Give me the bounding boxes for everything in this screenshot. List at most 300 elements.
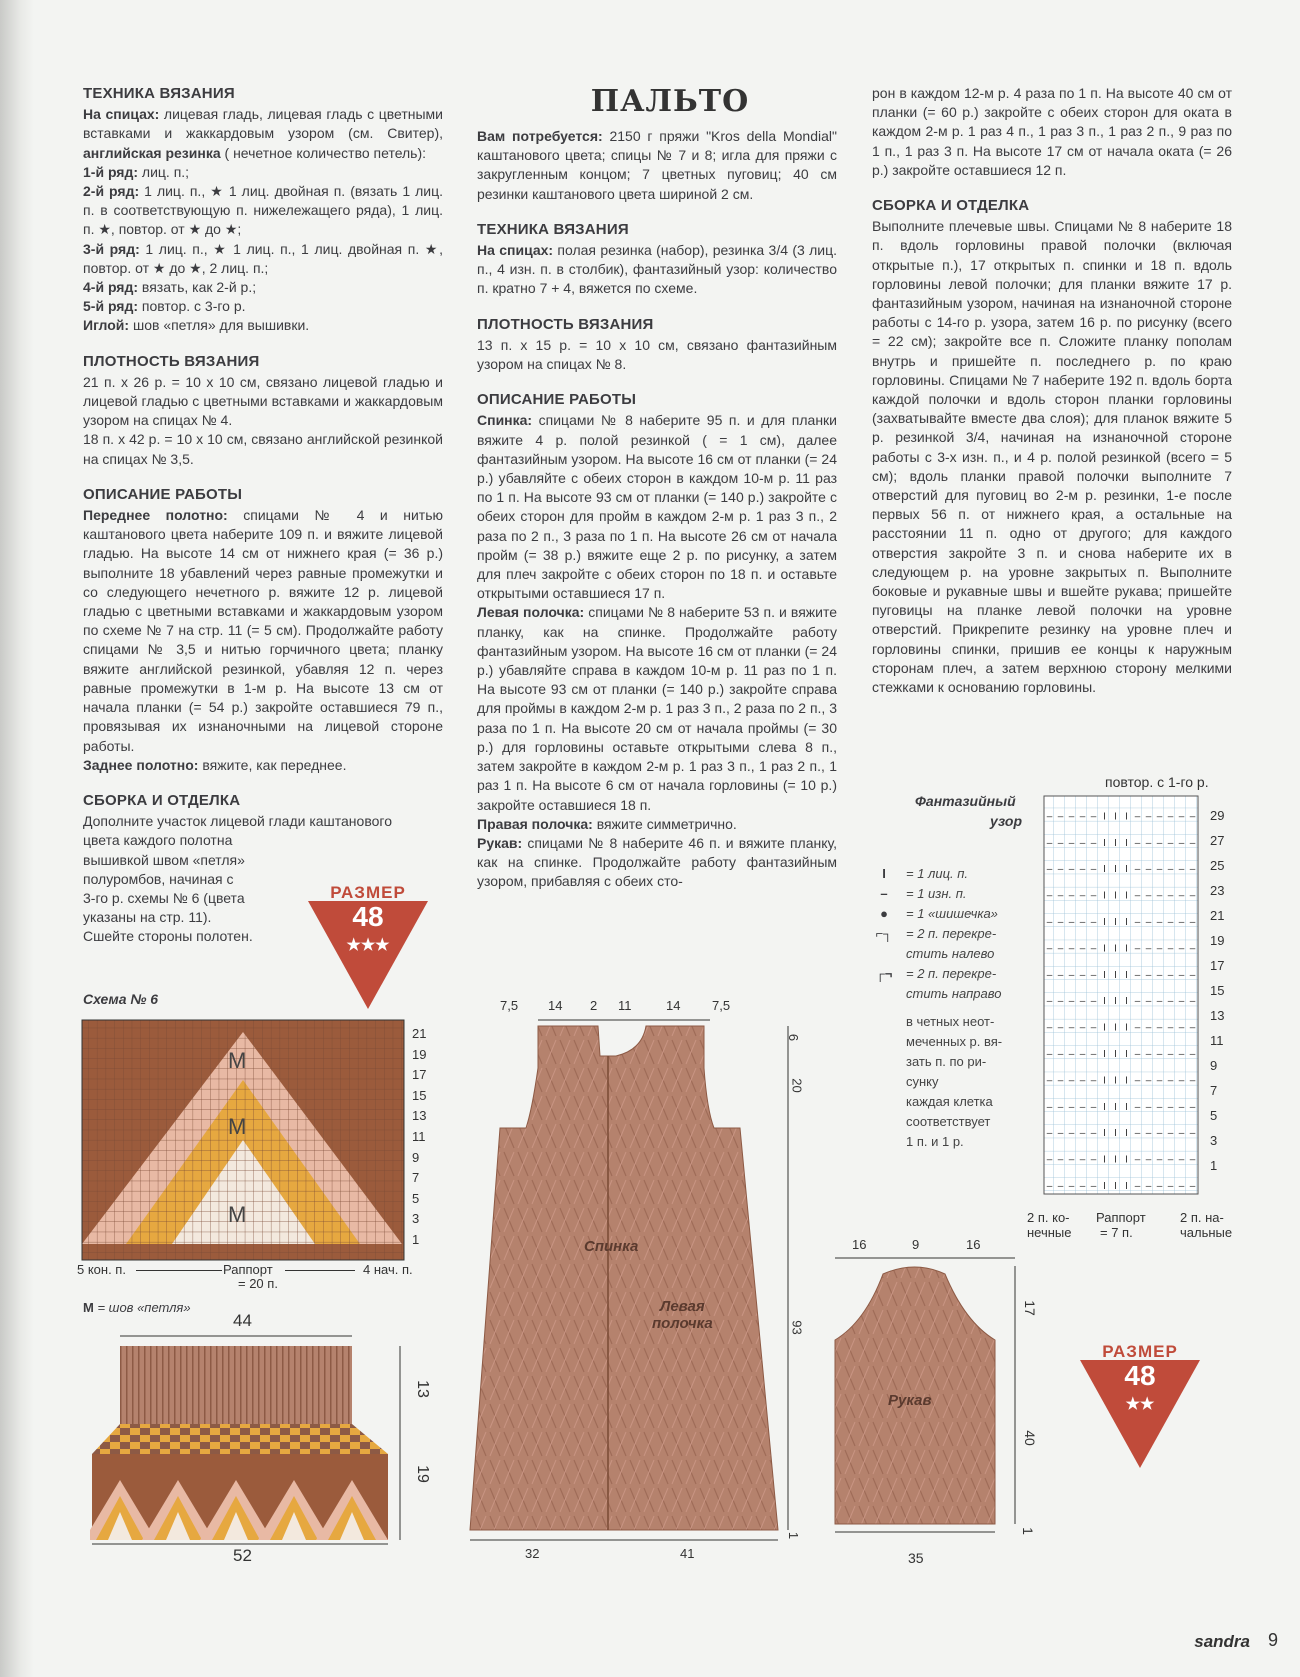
schema-rapport-count: = 20 п. xyxy=(238,1276,278,1291)
coat-right-dimension: 20 xyxy=(789,1078,805,1093)
stitch-symbol: – xyxy=(1046,1022,1053,1034)
stitch-symbol: – xyxy=(1090,1181,1097,1192)
stitch-symbol: – xyxy=(1178,864,1185,876)
stitch-symbol: I xyxy=(1125,1181,1128,1192)
page-spine-shadow xyxy=(0,0,34,1677)
stitch-symbol: – xyxy=(1134,864,1141,876)
stitch-symbol: – xyxy=(1189,864,1196,876)
stitch-symbol: – xyxy=(1079,1181,1086,1192)
schema-start-label: 4 нач. п. xyxy=(363,1262,413,1277)
pillow-bottom-width: 52 xyxy=(233,1546,252,1565)
stitch-symbol: I xyxy=(1103,1154,1106,1166)
legend-note: зать п. по ри- xyxy=(906,1054,987,1069)
stitch-symbol: – xyxy=(1068,996,1075,1008)
legend-note: 1 п. и 1 р. xyxy=(906,1134,964,1149)
stitch-symbol: – xyxy=(1090,1128,1097,1140)
coat-top-dimension: 2 xyxy=(590,998,598,1013)
left-desc-heading: ОПИСАНИЕ РАБОТЫ xyxy=(83,485,243,503)
right-column xyxy=(872,84,1232,697)
stitch-symbol: I xyxy=(1103,969,1106,981)
fancy-row-number: 19 xyxy=(1210,933,1225,948)
stitch-symbol: I xyxy=(1125,1022,1128,1034)
stitch-symbol: I xyxy=(1125,1128,1128,1140)
coat-right-dimension: 93 xyxy=(789,1320,805,1335)
stitch-symbol: – xyxy=(1090,1075,1097,1087)
stitch-symbol: – xyxy=(1145,1022,1152,1034)
stitch-symbol: – xyxy=(1046,1075,1053,1087)
stitch-symbol: – xyxy=(1156,1128,1163,1140)
coat-bottom-right: 41 xyxy=(680,1546,695,1561)
stitch-symbol: I xyxy=(1114,837,1117,849)
stitch-symbol: – xyxy=(1167,1101,1174,1113)
fancy-legend xyxy=(870,866,1040,1166)
fancy-start-label: 2 п. на- чальные xyxy=(1180,1210,1233,1240)
stitch-symbol: – xyxy=(1090,1022,1097,1034)
stitch-symbol: – xyxy=(1145,1181,1152,1192)
stitch-symbol: – xyxy=(1156,943,1163,955)
stitch-symbol: I xyxy=(1103,837,1106,849)
stitch-symbol: – xyxy=(1134,811,1141,823)
stitch-symbol: – xyxy=(1156,1075,1163,1087)
stitch-symbol: – xyxy=(1068,1075,1075,1087)
row-1: 1-й ряд: лиц. п.; xyxy=(83,163,190,180)
schema-row-number: 3 xyxy=(412,1211,420,1227)
legend-text: = 1 изн. п. xyxy=(906,886,967,901)
stitch-symbol: – xyxy=(1079,1101,1086,1113)
stitch-symbol: – xyxy=(1134,1049,1141,1060)
fancy-row-number: 9 xyxy=(1210,1058,1218,1073)
stitch-symbol: – xyxy=(1079,917,1086,928)
left-tech-heading: ТЕХНИКА ВЯЗАНИЯ xyxy=(83,85,235,102)
stitch-symbol: – xyxy=(1178,943,1185,955)
stitch-symbol: I xyxy=(1125,1101,1128,1113)
badge-size: 48 xyxy=(352,901,384,932)
stitch-symbol: I xyxy=(1114,811,1117,823)
stitch-symbol: – xyxy=(1046,943,1053,955)
stitch-symbol: – xyxy=(1178,1101,1185,1113)
stitch-symbol: I xyxy=(1125,890,1128,902)
stitch-symbol: – xyxy=(1046,811,1053,823)
pillow-top-width: 44 xyxy=(233,1311,252,1330)
stitch-symbol: – xyxy=(1046,1181,1053,1192)
stitch-symbol: I xyxy=(1114,1049,1117,1060)
left-density-1: 21 п. х 26 р. = 10 х 10 см, связано лицевой гладью и лицевой гладью с цветными вставками и жаккардовым узором на спицах № 4. xyxy=(83,373,443,429)
stitch-symbol: – xyxy=(1068,811,1075,823)
row-5: 5-й ряд: повтор. с 3-го р. xyxy=(83,298,246,315)
stitch-symbol: – xyxy=(1189,1075,1196,1087)
stitch-symbol: – xyxy=(1079,811,1086,823)
fancy-row-number: 21 xyxy=(1210,908,1225,923)
stitch-symbol: – xyxy=(1189,811,1196,823)
schema-row-number: 9 xyxy=(412,1149,420,1165)
stitch-symbol: I xyxy=(1125,1049,1128,1060)
stitch-symbol: – xyxy=(1057,1049,1064,1060)
stitch-symbol: – xyxy=(1167,1049,1174,1060)
stitch-symbol: I xyxy=(1114,864,1117,876)
stitch-symbol: I xyxy=(1114,1128,1117,1140)
sleeve-continued: рон в каждом 12-м р. 4 раза по 1 п. На высоте 40 см от планки (= 60 р.) закройте с обеих сторон для оката в каждом 2-м р. 1 раз 4 п., 1 раз 3 п., 1 раз 2 п., 9 раз по 1 п., 1 раз 3 п. На высоте 17 см от начала оката (= 26 р.) закройте оставшиеся 12 п. xyxy=(872,85,1232,178)
m-legend: М = шов «петля» xyxy=(83,1300,191,1315)
page-title: ПАЛЬТО xyxy=(590,84,750,119)
sleeve-bottom-width: 35 xyxy=(908,1550,924,1566)
row-needle: Иглой: шов «петля» для вышивки. xyxy=(83,317,310,334)
stitch-symbol: – xyxy=(1134,996,1141,1008)
stitch-symbol: – xyxy=(1057,811,1064,823)
schema-row-number: 11 xyxy=(412,1129,426,1144)
stitch-symbol: – xyxy=(1046,890,1053,902)
stitch-symbol: – xyxy=(1057,1128,1064,1140)
stitch-symbol: – xyxy=(1079,943,1086,955)
right-assembly-text: Выполните плечевые швы. Спицами № 8 наберите 18 п. вдоль горловины правой полочки (включая открытые п.), 17 открытых п. спинки и 18 п. вдоль горловины левой полочки; для планки вяжите 17 р. фантазийным узором, начиная на изнаночной стороне работы с 14-го р. узора, затем 16 р. по рисунку (всего = 22 см); закройте все п. Сложите планку пополам внутрь и пришейте п. последнего р. по краю горловины. Спицами № 7 наберите 192 п. вдоль борта каждой полочки и вдоль сторон планки горловины (захватывайте вместе два слоя); для планок вяжите 5 р. резинкой 3/4, начиная на изнаночной стороне работы с 3-х изн. п., и 4 р. полой резинкой (всего = 5 см); вдоль планки правой полочки выполните 7 отверстий для пуговиц во 2-м р. резинки, 1-е после первых 56 п. от нижнего края, а остальные на расстоянии 11 п. одно от другого; для каждого отверстия закройте 3 п. и снова наберите их в следующем р. на уровне закрытых п. Выполните боковые и рукавные швы и вшейте рукава; пришейте пуговицы на планке левой полочки на уровне отверстий. Прикрепите резинку на уровне плеч и горловины спинки, пришив ее концы к наружным сторонам плеч, а затем верхнюю сторону мелкими стежками к основанию горловины. xyxy=(872,218,1232,696)
stitch-symbol: – xyxy=(1090,1101,1097,1113)
stitch-symbol: – xyxy=(1090,890,1097,902)
stitch-symbol: – xyxy=(1134,1022,1141,1034)
front-panel-text: Переднее полотно: спицами № 4 и нитью каштанового цвета наберите 109 п. и вяжите лицевой гладью. На высоте 14 см от нижнего края (= 36 р.) выполните 18 убавлений через равные промежутки и со следующего нечетного р. вяжите 12 р. лицевой гладью с цветными вставками и жаккардовым узором по схеме № 7 на стр. 11 (= 5 см). Продолжайте работу спицами № 3,5 и нитью горчичного цвета; планку вяжите английской резинкой, убавляя 12 п. через равные промежутки в 1-м р. На высоте 13 см от начала планки (= 54 р.) закройте оставшиеся 79 п., провязывая их изнаночными на лицевой стороне работы. xyxy=(83,507,444,754)
stitch-symbol: I xyxy=(1114,1181,1117,1192)
sleeve-height-1: 17 xyxy=(1021,1300,1038,1316)
stitch-symbol: – xyxy=(1068,1022,1075,1034)
stitch-symbol: – xyxy=(1046,996,1053,1008)
stitch-symbol: I xyxy=(1125,811,1128,823)
stitch-symbol: – xyxy=(1134,1181,1141,1192)
stitch-symbol: – xyxy=(1189,837,1196,849)
stitch-symbol: – xyxy=(1057,1154,1064,1166)
fancy-row-number: 15 xyxy=(1210,983,1225,998)
legend-text: стить налево xyxy=(906,946,995,961)
stitch-symbol: – xyxy=(1145,890,1152,902)
stitch-symbol: – xyxy=(1046,837,1053,849)
stitch-symbol: – xyxy=(1134,890,1141,902)
schema-end-label: 5 кон. п. xyxy=(77,1262,126,1277)
stitch-symbol: – xyxy=(1156,917,1163,928)
fancy-repeat-label: повтор. с 1-го р. xyxy=(1105,774,1209,790)
schema-row-number: 7 xyxy=(412,1170,420,1186)
stitch-symbol: – xyxy=(1145,969,1152,981)
size-badge-3-stars xyxy=(308,883,428,1009)
stitch-symbol: – xyxy=(1090,969,1097,981)
stitch-symbol: – xyxy=(1090,1154,1097,1166)
schema-row-number: 15 xyxy=(412,1087,427,1103)
schema-rapport-line-right xyxy=(285,1270,355,1271)
row-2: 2-й ряд: 1 лиц. п., ★ 1 лиц. двойная п. (вязать 1 лиц. п. в соответствующую п. нижележащего ряда), 1 лиц. п. ★, повтор. от ★ до ★; xyxy=(83,183,444,238)
stitch-symbol: I xyxy=(1114,969,1117,981)
stitch-symbol: – xyxy=(1145,1128,1152,1140)
row-4: 4-й ряд: вязать, как 2-й р.; xyxy=(83,279,257,296)
brand-logo: sandra xyxy=(1194,1632,1250,1651)
sleeve-height-2: 40 xyxy=(1021,1430,1038,1446)
stitch-symbol: – xyxy=(1046,1101,1053,1113)
stitch-symbol: – xyxy=(1189,1022,1196,1034)
stitch-symbol: – xyxy=(1156,1101,1163,1113)
stitch-symbol: – xyxy=(1156,864,1163,876)
stitch-symbol: – xyxy=(1178,917,1185,928)
stitch-symbol: I xyxy=(1103,917,1106,928)
legend-note: в четных неот- xyxy=(906,1014,995,1029)
sleeve-top-dimension: 16 xyxy=(852,1237,867,1252)
pillow-height-1: 13 xyxy=(413,1380,431,1398)
stitch-symbol: – xyxy=(1090,864,1097,876)
coat-bottom-left: 32 xyxy=(525,1546,540,1561)
sleeve-top-dimension: 9 xyxy=(912,1237,920,1252)
stitch-symbol: – xyxy=(1079,1154,1086,1166)
stitch-symbol: – xyxy=(1178,1022,1185,1034)
middle-column xyxy=(477,127,837,892)
stitch-symbol: – xyxy=(1046,917,1053,928)
fancy-pattern-chart xyxy=(1043,795,1209,1197)
stitch-symbol: – xyxy=(1090,811,1097,823)
stitch-symbol: – xyxy=(1057,1101,1064,1113)
stitch-symbol: – xyxy=(1079,837,1086,849)
stitch-symbol: – xyxy=(1189,1154,1196,1166)
stitch-symbol: – xyxy=(1189,943,1196,955)
stitch-symbol: I xyxy=(1114,996,1117,1008)
stitch-symbol: – xyxy=(1156,1181,1163,1192)
stitch-symbol: – xyxy=(1145,837,1152,849)
stitch-symbol: I xyxy=(1114,1101,1117,1113)
stitch-symbol: I xyxy=(1125,1154,1128,1166)
stitch-symbol: I xyxy=(1114,917,1117,928)
sleeve-height-3: 1 xyxy=(1019,1527,1036,1535)
stitch-symbol: – xyxy=(1145,811,1152,823)
schema-row-number: 19 xyxy=(412,1046,427,1062)
stitch-symbol: – xyxy=(1156,969,1163,981)
stitch-symbol: – xyxy=(1178,996,1185,1008)
legend-text: = 2 п. перекре- xyxy=(906,966,997,981)
coat-top-dimension: 7,5 xyxy=(500,998,519,1013)
stitch-symbol: – xyxy=(1189,1181,1196,1192)
stitch-symbol: – xyxy=(1156,996,1163,1008)
stitch-symbol: I xyxy=(1114,1154,1117,1166)
stitch-symbol: – xyxy=(1167,917,1174,928)
schema-row-number: 21 xyxy=(412,1026,427,1041)
fancy-row-number: 3 xyxy=(1210,1133,1218,1148)
legend-note: сунку xyxy=(906,1074,939,1089)
schema-m-2: М xyxy=(228,1114,247,1139)
stitch-symbol: – xyxy=(1090,1049,1097,1060)
stitch-symbol: – xyxy=(1057,890,1064,902)
fancy-row-number: 27 xyxy=(1210,833,1225,848)
stitch-symbol: I xyxy=(1125,996,1128,1008)
stitch-symbol: – xyxy=(1145,1075,1152,1087)
stitch-symbol: – xyxy=(1068,917,1075,928)
stitch-symbol: – xyxy=(1167,1022,1174,1034)
coat-top-dimension: 14 xyxy=(666,998,681,1013)
mid-tech-text: На спицах: полая резинка (набор), резинка 3/4 (3 лиц. п., 4 изн. п. в столбик), фантазийный узор: количество п. кратно 7 + 4, вяжется по схеме. xyxy=(477,242,837,297)
fancy-row-number: 29 xyxy=(1210,808,1225,823)
stitch-symbol: I xyxy=(1114,1075,1117,1087)
stitch-symbol: I xyxy=(1103,943,1106,955)
stitch-symbol: I xyxy=(1103,1101,1106,1113)
schema-m-3: М xyxy=(228,1202,247,1227)
stitch-symbol: I xyxy=(1114,1022,1117,1034)
left-assembly-text: Дополните участок лицевой глади каштанового цвета каждого полотна вышивкой швом «петля» полуромбов, начиная с 3-го р. схемы № 6 (цвета указаны на стр. 11). Сшейте стороны полотен. xyxy=(83,813,392,945)
stitch-symbol: – xyxy=(1167,996,1174,1008)
left-front-text: Левая полочка: спицами № 8 наберите 53 п. и вяжите планку, как на спинке. Продолжайте работу фантазийным узором. На высоте 16 см от планки (= 24 р.) убавляйте справа в каждом 10-м р. 11 раз по 1 п. На высоте 93 см от планки (= 140 р.) закройте справа для проймы в каждом 2-м р. 1 раз 3 п., 2 раза по 2 п., 3 раза по 1 п. На высоте 20 см от начала проймы (= 30 р.) для горловины оставьте открытыми слева 8 п., затем закройте в каждом 2-м р. 1 раз 3 п., 1 раз 2 п., 1 раз 1 п. На высоте 6 см от начала горловины (= 10 р.) закройте оставшиеся 18 п. xyxy=(477,604,838,813)
stitch-symbol: – xyxy=(1090,837,1097,849)
stitch-symbol: – xyxy=(1068,1154,1075,1166)
stitch-symbol: – xyxy=(1167,1075,1174,1087)
stitch-symbol: – xyxy=(1178,1075,1185,1087)
stitch-symbol: I xyxy=(1125,969,1128,981)
fancy-row-number: 17 xyxy=(1210,958,1225,973)
stitch-symbol: – xyxy=(1134,917,1141,928)
stitch-symbol: – xyxy=(1079,969,1086,981)
stitch-symbol: – xyxy=(1090,943,1097,955)
stitch-symbol: – xyxy=(1134,943,1141,955)
back-panel-text: Заднее полотно: вяжите, как переднее. xyxy=(83,756,347,773)
left-density-heading: ПЛОТНОСТЬ ВЯЗАНИЯ xyxy=(83,352,260,370)
page-number: 9 xyxy=(1267,1630,1278,1650)
stitch-symbol: – xyxy=(1189,1128,1196,1140)
stitch-symbol: – xyxy=(1134,1154,1141,1166)
fancy-row-number: 5 xyxy=(1210,1108,1218,1123)
stitch-symbol: – xyxy=(1090,996,1097,1008)
coat-front-label: Левая полочка xyxy=(652,1298,713,1332)
schema-row-number: 1 xyxy=(412,1232,420,1247)
fancy-title-2: узор xyxy=(990,813,1023,829)
stitch-symbol: – xyxy=(1079,996,1086,1008)
legend-symbol: ⌐┐ xyxy=(875,926,893,941)
stitch-symbol: – xyxy=(1145,996,1152,1008)
stitch-symbol: – xyxy=(1079,890,1086,902)
stitch-symbol: – xyxy=(1167,837,1174,849)
row-3: 3-й ряд: 1 лиц. п., ★ 1 лиц. п., 1 лиц. двойная п. ★, повтор. от ★ до ★, 2 лиц. п.; xyxy=(83,240,443,276)
left-tech-paragraph: На спицах: лицевая гладь, лицевая гладь с цветными вставками и жаккардовым узором (см. Свитер), английская резинка ( нечетное количество петель): xyxy=(83,106,443,161)
legend-symbol: I xyxy=(882,866,886,881)
stitch-symbol: – xyxy=(1189,1101,1196,1113)
stitch-symbol: – xyxy=(1079,1049,1086,1060)
stitch-symbol: I xyxy=(1103,864,1106,876)
stitch-symbol: – xyxy=(1167,943,1174,955)
stitch-symbol: – xyxy=(1057,917,1064,928)
fancy-end-label: 2 п. ко- нечные xyxy=(1027,1210,1072,1240)
stitch-symbol: – xyxy=(1167,811,1174,823)
stitch-symbol: – xyxy=(1057,1022,1064,1034)
legend-text: стить направо xyxy=(906,986,1002,1001)
stitch-symbol: – xyxy=(1145,917,1152,928)
schema-row-number: 13 xyxy=(412,1108,427,1124)
stitch-symbol: – xyxy=(1189,996,1196,1008)
schema-m-1: М xyxy=(228,1048,247,1073)
stitch-symbol: I xyxy=(1103,1181,1106,1192)
fancy-row-number: 1 xyxy=(1210,1158,1218,1173)
stitch-symbol: I xyxy=(1103,1128,1106,1140)
stitch-symbol: – xyxy=(1178,837,1185,849)
coat-right-dimension: 1 xyxy=(786,1531,802,1540)
legend-symbol: ● xyxy=(880,906,888,921)
stitch-symbol: – xyxy=(1178,969,1185,981)
legend-text: = 1 лиц. п. xyxy=(906,866,969,881)
stitch-symbol: – xyxy=(1057,943,1064,955)
stitch-symbol: – xyxy=(1167,1128,1174,1140)
coat-top-dimension: 14 xyxy=(548,998,563,1013)
stitch-symbol: – xyxy=(1189,890,1196,902)
stitch-symbol: – xyxy=(1068,864,1075,876)
mid-density-heading: ПЛОТНОСТЬ ВЯЗАНИЯ xyxy=(477,315,654,333)
stitch-symbol: I xyxy=(1103,1022,1106,1034)
stitch-symbol: – xyxy=(1145,1101,1152,1113)
fancy-row-number: 13 xyxy=(1210,1008,1225,1023)
left-column xyxy=(83,84,443,947)
stitch-symbol: – xyxy=(1079,1022,1086,1034)
stitch-symbol: – xyxy=(1068,1181,1075,1192)
stitch-symbol: – xyxy=(1178,1049,1185,1060)
stitch-symbol: – xyxy=(1068,837,1075,849)
stitch-symbol: – xyxy=(1079,1075,1086,1087)
stitch-symbol: – xyxy=(1046,969,1053,981)
stitch-symbol: – xyxy=(1189,1049,1196,1060)
stitch-symbol: – xyxy=(1134,1075,1141,1087)
badge-label: РАЗМЕР xyxy=(330,883,406,902)
stitch-symbol: – xyxy=(1057,837,1064,849)
stitch-symbol: – xyxy=(1068,1101,1075,1113)
schema-row-number: 17 xyxy=(412,1067,427,1083)
stitch-symbol: – xyxy=(1090,917,1097,928)
back-text: Спинка: спицами № 8 наберите 95 п. и для планки вяжите 4 р. полой резинкой ( = 1 см), далее фантазийным узором. На высоте 16 см от планки (= 24 р.) убавляйте с обеих сторон в каждом 10-м р. 11 раз по 1 п. На высоте 93 см от планки (= 140 р.) закройте с обеих сторон для пройм в каждом 2-м р. 1 раз 3 п., 2 раза по 2 п., 3 раза по 1 п. На высоте 26 см от начала пройм (= 38 р.) вяжите еще 2 р. по рисунку, а затем для плеч закройте с обеих сторон по 18 п. и оставьте открытыми оставшиеся 17 п. xyxy=(477,412,837,602)
legend-note: каждая клетка xyxy=(906,1094,993,1109)
coat-right-dimension: 6 xyxy=(786,1033,802,1042)
stitch-symbol: I xyxy=(1114,943,1117,955)
legend-note: меченных р. вя- xyxy=(906,1034,1003,1049)
sleeve-top-dimension: 16 xyxy=(966,1237,981,1252)
fancy-row-number: 11 xyxy=(1210,1033,1224,1048)
pillow-height-2: 19 xyxy=(413,1465,431,1483)
stitch-symbol: – xyxy=(1134,1101,1141,1113)
stitch-symbol: – xyxy=(1156,1022,1163,1034)
stitch-symbol: I xyxy=(1103,890,1106,902)
stitch-symbol: – xyxy=(1156,1154,1163,1166)
coat-back-label: Спинка xyxy=(584,1238,639,1255)
left-assembly-heading: СБОРКА И ОТДЕЛКА xyxy=(83,791,241,809)
stitch-symbol: – xyxy=(1079,1128,1086,1140)
stitch-symbol: I xyxy=(1125,837,1128,849)
stitch-symbol: – xyxy=(1167,890,1174,902)
mid-desc-heading: ОПИСАНИЕ РАБОТЫ xyxy=(477,391,637,409)
size-badge-2-stars xyxy=(1080,1342,1200,1468)
legend-text: = 2 п. перекре- xyxy=(906,926,997,941)
stitch-symbol: – xyxy=(1178,1181,1185,1192)
badge-label: РАЗМЕР xyxy=(1102,1342,1178,1361)
stitch-symbol: – xyxy=(1134,837,1141,849)
legend-note: соответствует xyxy=(906,1114,991,1129)
stitch-symbol: I xyxy=(1103,811,1106,823)
stitch-symbol: – xyxy=(1178,811,1185,823)
stitch-symbol: – xyxy=(1145,943,1152,955)
mid-tech-heading: ТЕХНИКА ВЯЗАНИЯ xyxy=(477,220,629,238)
stitch-symbol: – xyxy=(1134,1128,1141,1140)
stitch-symbol: – xyxy=(1156,1049,1163,1060)
stitch-symbol: I xyxy=(1125,943,1128,955)
stitch-symbol: I xyxy=(1125,864,1128,876)
schema-rapport-line-left xyxy=(136,1270,222,1271)
coat-right-dimensions xyxy=(786,1030,810,1540)
mid-density-text: 13 п. х 15 р. = 10 х 10 см, связано фантазийным узором на спицах № 8. xyxy=(477,336,837,373)
stitch-symbol: – xyxy=(1079,864,1086,876)
stitch-symbol: I xyxy=(1114,890,1117,902)
stitch-symbol: – xyxy=(1068,890,1075,902)
legend-text: = 1 «шишечка» xyxy=(906,906,998,921)
stitch-symbol: – xyxy=(1046,1128,1053,1140)
stitch-symbol: – xyxy=(1167,864,1174,876)
stitch-symbol: – xyxy=(1057,864,1064,876)
stitch-symbol: – xyxy=(1057,1181,1064,1192)
fancy-title-1: Фантазийный xyxy=(915,793,1016,809)
stitch-symbol: – xyxy=(1156,811,1163,823)
stitch-symbol: – xyxy=(1156,837,1163,849)
stitch-symbol: – xyxy=(1046,864,1053,876)
stitch-symbol: – xyxy=(1068,943,1075,955)
pillow-diagram xyxy=(90,1330,430,1550)
